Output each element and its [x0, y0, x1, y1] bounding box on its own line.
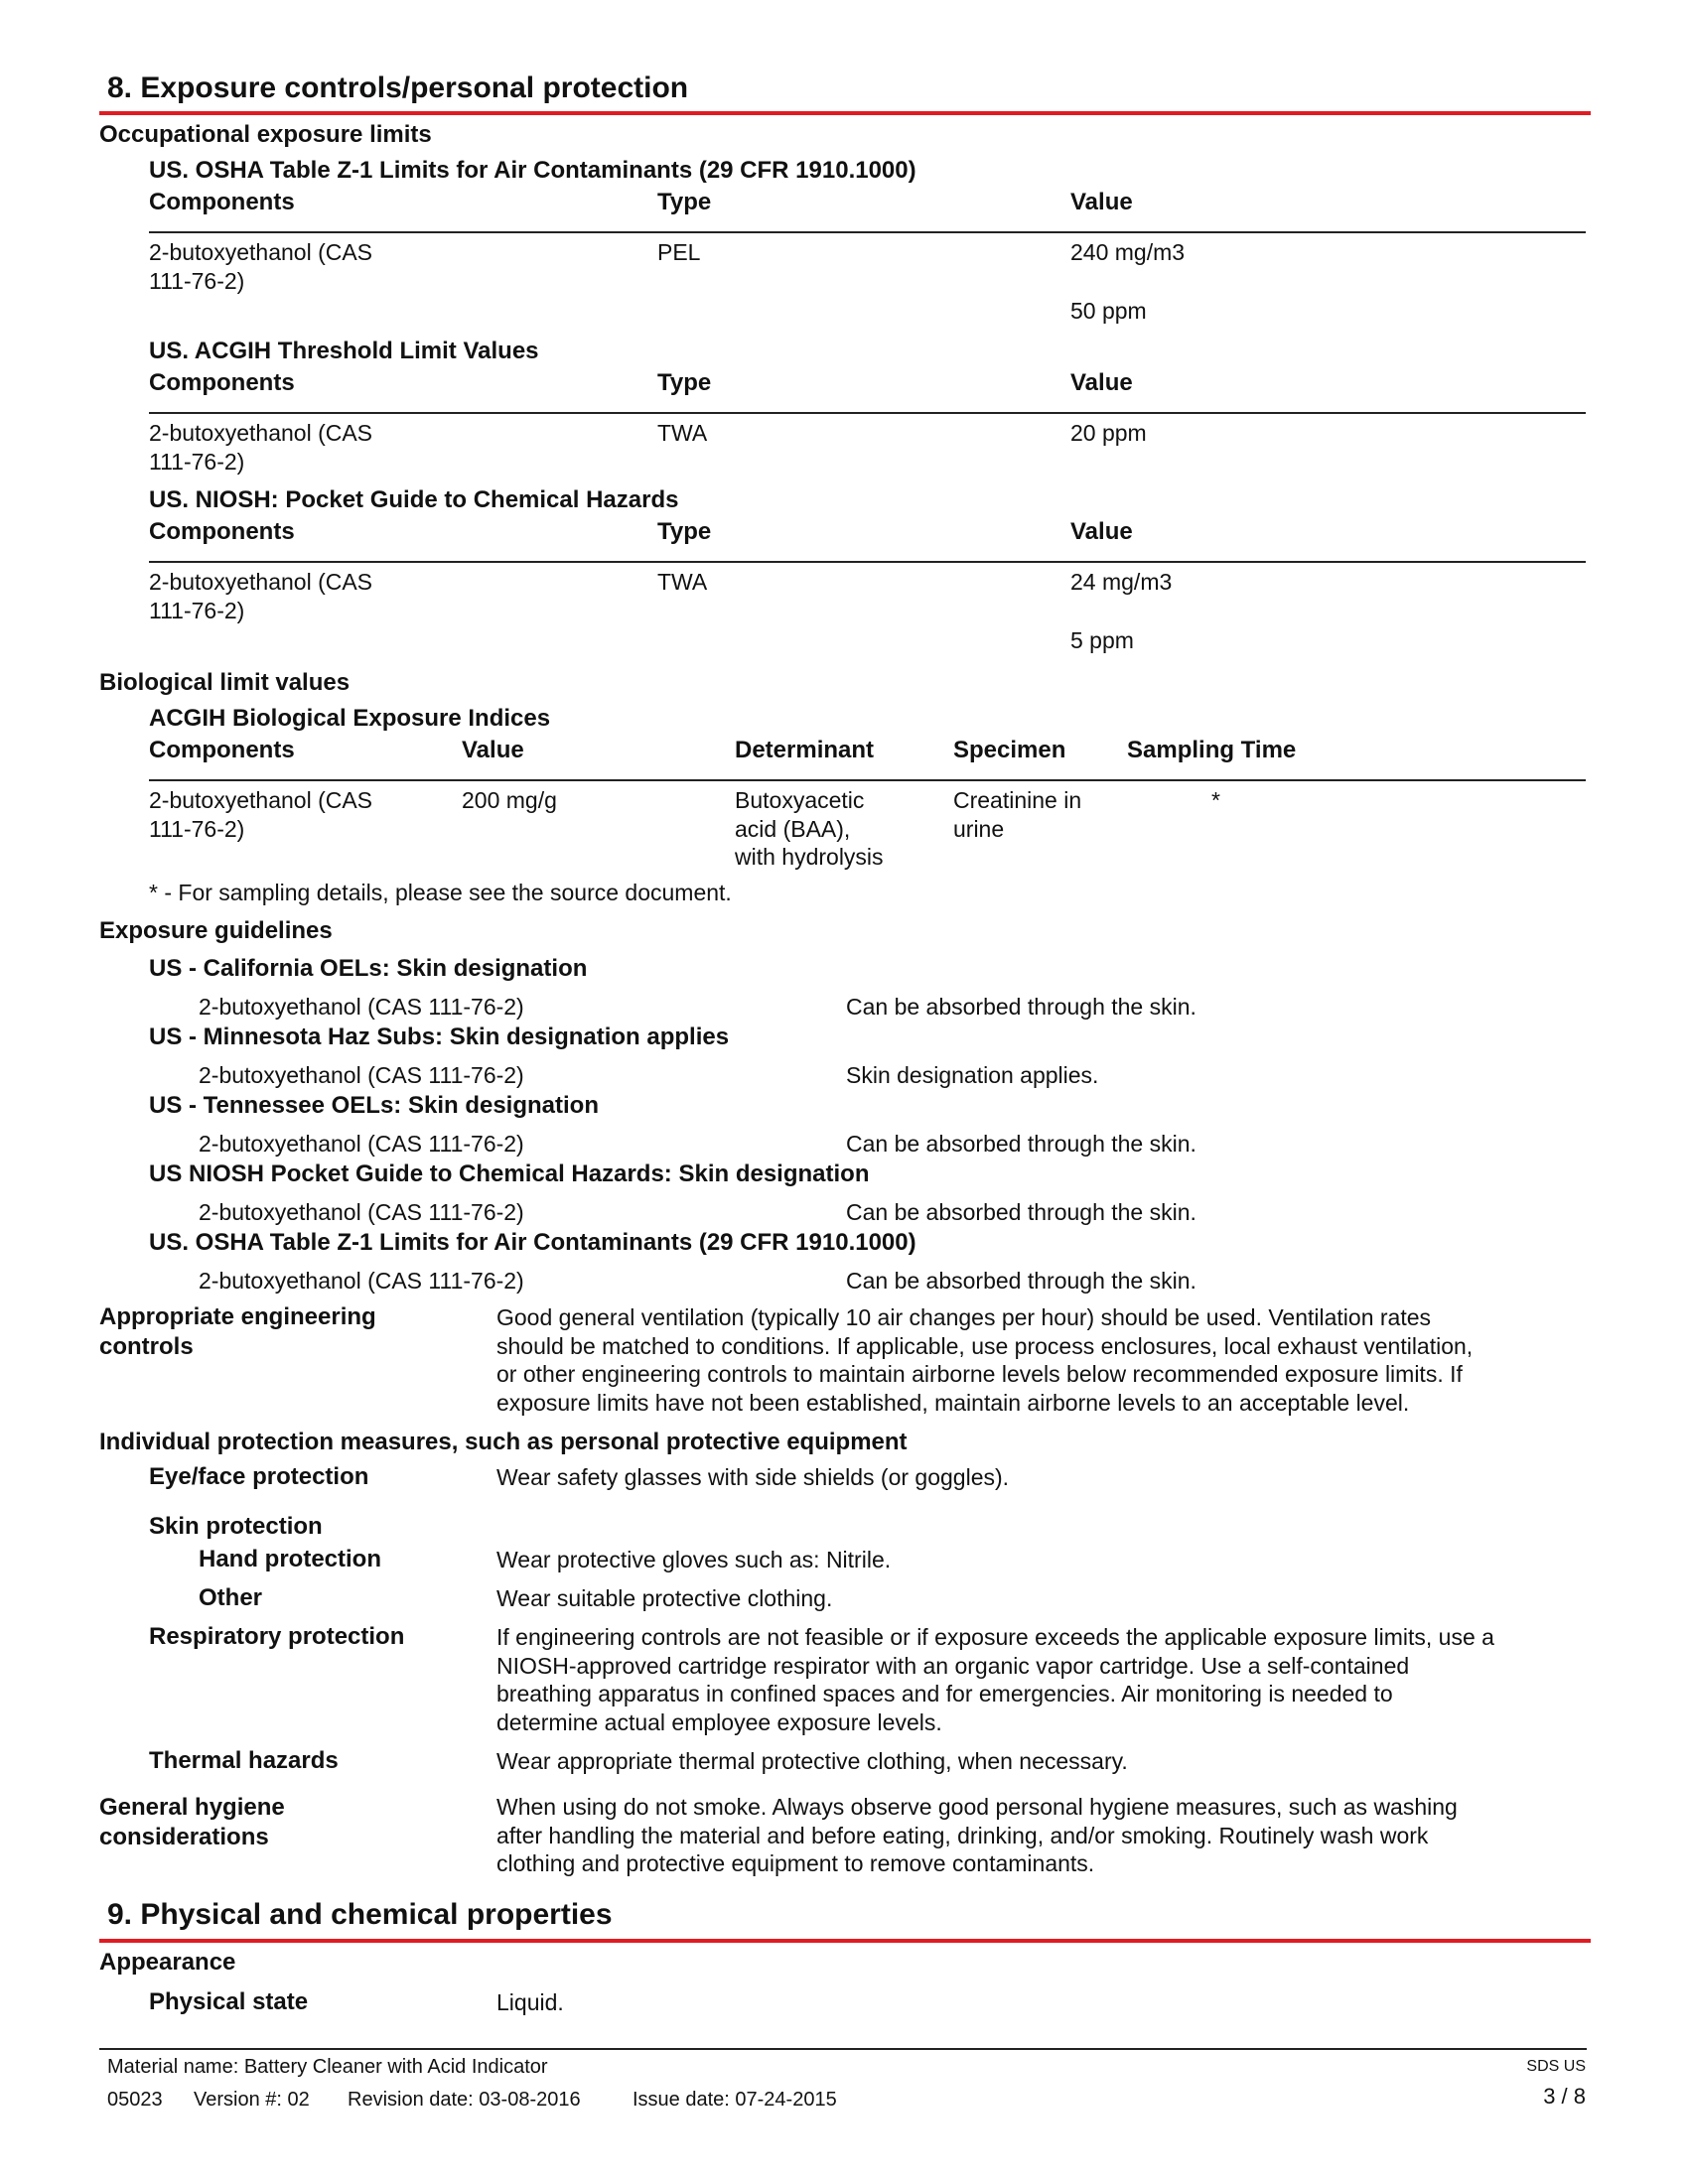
hygiene-line-3: clothing and protective equipment to remove contaminants. — [496, 1850, 1095, 1876]
eye-protection-label: Eye/face protection — [149, 1463, 369, 1490]
guideline-component-osha: 2-butoxyethanol (CAS 111-76-2) — [199, 1268, 524, 1294]
footer-page-number: 3 / 8 — [1543, 2084, 1586, 2109]
physical-state-label: Physical state — [149, 1988, 309, 2015]
acgih-tlv-header-components: Components — [149, 369, 295, 396]
acgih-tlv-type: TWA — [657, 420, 708, 446]
guideline-note-tennessee: Can be absorbed through the skin. — [846, 1131, 1196, 1157]
footer-doc-type: SDS US — [1526, 2058, 1586, 2075]
bei-determinant-line-2: acid (BAA), — [735, 815, 851, 842]
other-protection-label: Other — [199, 1584, 263, 1611]
engineering-controls-text — [496, 1303, 1473, 1417]
guideline-title-minnesota: US - Minnesota Haz Subs: Skin designation applies — [149, 1024, 730, 1050]
guideline-note-niosh: Can be absorbed through the skin. — [846, 1199, 1196, 1225]
section-8-title: 8. Exposure controls/personal protection — [107, 71, 689, 104]
thermal-hazards-label: Thermal hazards — [149, 1747, 339, 1774]
hygiene-label-line-2: considerations — [99, 1824, 269, 1850]
section-9-title: 9. Physical and chemical properties — [107, 1898, 613, 1931]
bei-determinant-line-1: Butoxyacetic — [735, 787, 865, 813]
hygiene-label — [99, 1793, 285, 1852]
bei-header-sampling-time: Sampling Time — [1127, 737, 1297, 763]
niosh-component — [149, 568, 372, 624]
niosh-header-rule — [149, 561, 1586, 563]
acgih-tlv-header-value: Value — [1070, 369, 1133, 396]
bei-component-line-1: 2-butoxyethanol (CAS — [149, 787, 373, 813]
respiratory-line-1: If engineering controls are not feasible or if exposure exceeds the applicable exposure limits, use a — [496, 1624, 1494, 1650]
footer-product-code: 05023 — [107, 2089, 163, 2111]
thermal-hazards-text: Wear appropriate thermal protective clothing, when necessary. — [496, 1748, 1128, 1774]
acgih-tlv-header-rule — [149, 412, 1586, 414]
eye-protection-text: Wear safety glasses with side shields (or goggles). — [496, 1464, 1010, 1490]
acgih-tlv-value-1: 20 ppm — [1070, 420, 1147, 446]
other-protection-text: Wear suitable protective clothing. — [496, 1585, 833, 1611]
osha-z1-header-value: Value — [1070, 189, 1133, 215]
engineering-controls-label — [99, 1302, 376, 1362]
niosh-component-line-1: 2-butoxyethanol (CAS — [149, 569, 373, 595]
footer-issue-date: Issue date: 07-24-2015 — [633, 2089, 837, 2111]
guideline-note-california: Can be absorbed through the skin. — [846, 994, 1196, 1020]
footer-rule — [99, 2048, 1587, 2050]
hygiene-line-2: after handling the material and before eating, drinking, and/or smoking. Routinely wash work — [496, 1822, 1429, 1848]
niosh-value-1: 24 mg/m3 — [1070, 569, 1173, 595]
guideline-component-tennessee: 2-butoxyethanol (CAS 111-76-2) — [199, 1131, 524, 1157]
ppe-label: Individual protection measures, such as personal protective equipment — [99, 1429, 908, 1455]
bei-sampling-time: * — [1211, 787, 1220, 813]
bei-footnote: * - For sampling details, please see the source document. — [149, 880, 732, 905]
guideline-title-osha: US. OSHA Table Z-1 Limits for Air Contaminants (29 CFR 1910.1000) — [149, 1229, 916, 1256]
bei-component — [149, 786, 372, 843]
engineering-label-line-1: Appropriate engineering — [99, 1303, 376, 1330]
physical-state-value: Liquid. — [496, 1989, 564, 2015]
bei-value: 200 mg/g — [462, 787, 557, 813]
respiratory-line-4: determine actual employee exposure levels. — [496, 1708, 942, 1735]
bei-header-specimen: Specimen — [953, 737, 1066, 763]
osha-z1-component-line-2: 111-76-2) — [149, 267, 245, 294]
acgih-tlv-component-line-2: 111-76-2) — [149, 448, 245, 475]
guideline-note-osha: Can be absorbed through the skin. — [846, 1268, 1196, 1294]
guideline-title-california: US - California OELs: Skin designation — [149, 955, 588, 982]
respiratory-line-2: NIOSH-approved cartridge respirator with an organic vapor cartridge. Use a self-contained — [496, 1652, 1410, 1679]
appearance-label: Appearance — [99, 1949, 236, 1976]
niosh-header-type: Type — [657, 518, 712, 545]
exposure-guidelines-label: Exposure guidelines — [99, 917, 333, 944]
osha-z1-title: US. OSHA Table Z-1 Limits for Air Contaminants (29 CFR 1910.1000) — [149, 157, 916, 184]
osha-z1-header-rule — [149, 231, 1586, 233]
biological-limits-label: Biological limit values — [99, 669, 351, 696]
section-8-red-rule — [99, 111, 1591, 115]
osha-z1-component-line-1: 2-butoxyethanol (CAS — [149, 239, 373, 265]
guideline-component-california: 2-butoxyethanol (CAS 111-76-2) — [199, 994, 524, 1020]
guideline-title-tennessee: US - Tennessee OELs: Skin designation — [149, 1092, 599, 1119]
bei-specimen-line-2: urine — [953, 815, 1005, 842]
respiratory-line-3: breathing apparatus in confined spaces and for emergencies. Air monitoring is needed to — [496, 1681, 1393, 1706]
niosh-type: TWA — [657, 569, 708, 595]
bei-specimen — [953, 786, 1081, 843]
niosh-title: US. NIOSH: Pocket Guide to Chemical Hazards — [149, 486, 679, 513]
niosh-header-components: Components — [149, 518, 295, 545]
bei-header-value: Value — [462, 737, 524, 763]
respiratory-protection-text — [496, 1623, 1494, 1736]
hygiene-line-1: When using do not smoke. Always observe good personal hygiene measures, such as washing — [496, 1794, 1458, 1820]
guideline-title-niosh: US NIOSH Pocket Guide to Chemical Hazards: Skin designation — [149, 1160, 870, 1187]
niosh-value-2: 5 ppm — [1070, 627, 1134, 653]
engineering-line-3: or other engineering controls to maintain airborne levels below recommended exposure limits. If — [496, 1361, 1463, 1387]
bei-determinant — [735, 786, 884, 872]
acgih-bei-title: ACGIH Biological Exposure Indices — [149, 705, 551, 732]
bei-determinant-line-3: with hydrolysis — [735, 844, 884, 870]
bei-header-components: Components — [149, 737, 295, 763]
bei-header-rule — [149, 779, 1586, 781]
engineering-line-2: should be matched to conditions. If applicable, use process enclosures, local exhaust ventilation, — [496, 1332, 1474, 1359]
hand-protection-text: Wear protective gloves such as: Nitrile. — [496, 1547, 892, 1572]
footer-material-name: Material name: Battery Cleaner with Acid Indicator — [107, 2056, 548, 2078]
hand-protection-label: Hand protection — [199, 1546, 381, 1572]
osha-z1-value-2: 50 ppm — [1070, 298, 1147, 324]
guideline-component-niosh: 2-butoxyethanol (CAS 111-76-2) — [199, 1199, 524, 1225]
guideline-component-minnesota: 2-butoxyethanol (CAS 111-76-2) — [199, 1062, 524, 1088]
footer-version: Version #: 02 — [194, 2089, 310, 2111]
acgih-tlv-title: US. ACGIH Threshold Limit Values — [149, 338, 539, 364]
engineering-line-4: exposure limits have not been established, maintain airborne levels to an acceptable level. — [496, 1389, 1410, 1416]
hygiene-label-line-1: General hygiene — [99, 1794, 285, 1821]
hygiene-text — [496, 1793, 1458, 1878]
footer-revision-date: Revision date: 03-08-2016 — [348, 2089, 581, 2111]
osha-z1-component — [149, 238, 372, 295]
bei-specimen-line-1: Creatinine in — [953, 787, 1082, 813]
niosh-component-line-2: 111-76-2) — [149, 597, 245, 623]
acgih-tlv-component — [149, 419, 372, 476]
bei-header-determinant: Determinant — [735, 737, 875, 763]
occupational-limits-label: Occupational exposure limits — [99, 121, 432, 148]
osha-z1-header-components: Components — [149, 189, 295, 215]
acgih-tlv-header-type: Type — [657, 369, 712, 396]
niosh-header-value: Value — [1070, 518, 1133, 545]
guideline-note-minnesota: Skin designation applies. — [846, 1062, 1099, 1088]
respiratory-protection-label: Respiratory protection — [149, 1623, 405, 1650]
engineering-line-1: Good general ventilation (typically 10 air changes per hour) should be used. Ventilation rates — [496, 1304, 1432, 1330]
skin-protection-label: Skin protection — [149, 1513, 323, 1540]
osha-z1-value-1: 240 mg/m3 — [1070, 239, 1186, 265]
engineering-label-line-2: controls — [99, 1333, 194, 1360]
osha-z1-header-type: Type — [657, 189, 712, 215]
osha-z1-type: PEL — [657, 239, 701, 265]
acgih-tlv-component-line-1: 2-butoxyethanol (CAS — [149, 420, 373, 446]
bei-component-line-2: 111-76-2) — [149, 815, 245, 842]
section-9-red-rule — [99, 1939, 1591, 1943]
